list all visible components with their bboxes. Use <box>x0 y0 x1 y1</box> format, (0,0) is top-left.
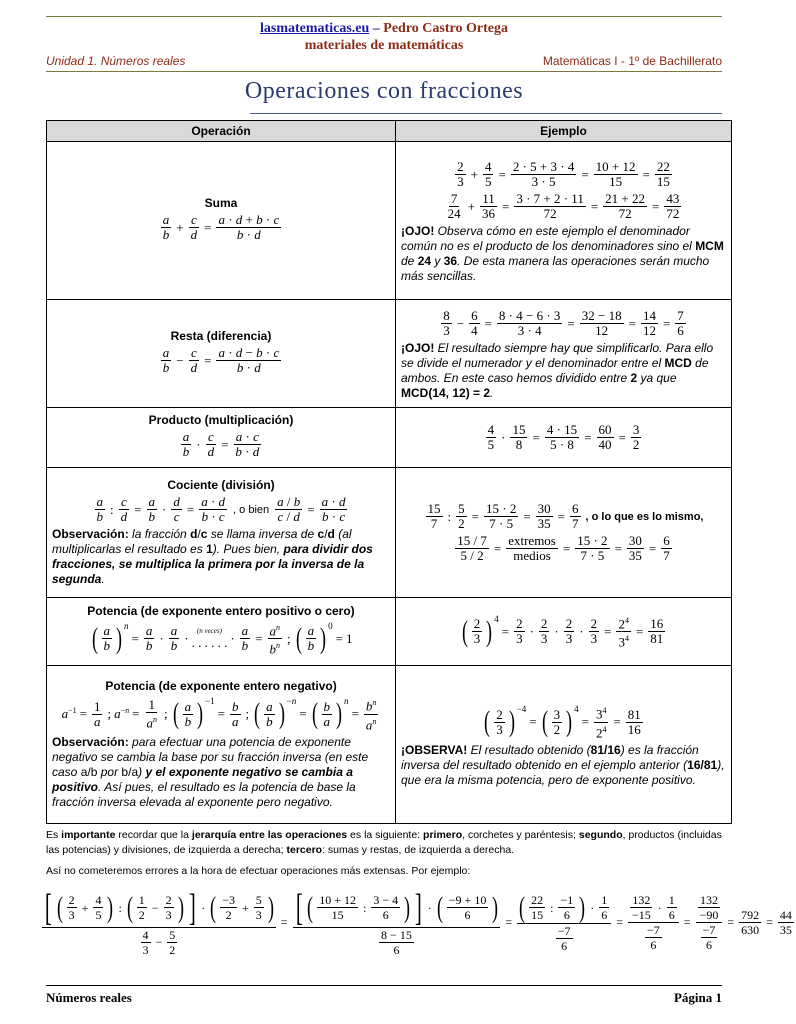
row-cociente <box>47 468 732 598</box>
suma-label: Suma <box>204 196 238 210</box>
cociente-label: Cociente (división) <box>167 478 275 492</box>
title-rule <box>250 113 722 114</box>
cociente-example-2: $\frac{15 / 7}{5 / 2}$ = extremos medios = $\frac{15 \cdot 2}{7 \cdot 5}$ = $\frac{30}{35}$ = $\frac{6}{7}$ <box>457 533 670 563</box>
cociente-formula: a b : $\frac{c}{d}$ = $\frac{a}{b}$ · $\frac{d}{c}$ = $\frac{a \cdot d}{b \cdot c}$ , o bien $\frac{a / b}{c / d}$ = $\frac{a \cdot d}{b \cdot c}$ <box>96 494 346 524</box>
header-separator: – <box>369 21 384 36</box>
suma-formula: a b + $\frac{c}{d}$ = $\frac{a \cdot d + b \cdot c}{b \cdot d}$ <box>162 212 280 242</box>
resta-operation-cell <box>47 300 396 408</box>
header-top-rule <box>46 16 722 17</box>
producto-example-cell <box>396 408 732 468</box>
pot-pos-example: ( 2 3 ) 4 = $\frac{2}{3}$ · 2 3 · 2 3 · $\frac{2}{3}$ = $\frac{2^4}{3^4}$ = $\frac{16}{81}$ <box>461 613 664 650</box>
producto-operation-cell <box>47 408 396 468</box>
table-header-row <box>47 121 732 142</box>
operations-table <box>46 120 732 824</box>
resta-example: 8 3 − $\frac{6}{4}$ = $\frac{8 \cdot 4 - 6 \cdot 3}{3 \cdot 4}$ = $\frac{32 - 18}{12}$ = $\frac{14}{12}$ = $\frac{7}{6}$ <box>443 308 684 338</box>
header-unit: Unidad 1. Números reales <box>46 54 186 68</box>
producto-example: 4 5 · $\frac{15}{8}$ = $\frac{4 \cdot 15}{5 \cdot 8}$ = $\frac{60}{40}$ = $\frac{3}{2}$ <box>487 422 640 452</box>
suma-operation-cell <box>47 142 396 300</box>
header-bottom-rule <box>46 71 722 72</box>
footer-topic: Números reales <box>46 990 132 1005</box>
producto-formula: a b · $\frac{c}{d}$ = $\frac{a \cdot c}{b \cdot d}$ <box>182 429 260 459</box>
pot-neg-formula: a $^{-1}$ = $\frac{1}{a}$ ; a $^{-n}$ = $\frac{1}{a^n}$ ; ( a b ) −1 = $\frac{b}{a}$ ; ( a b ) −n = ( b a ) n = $\frac{b^n}{a^n}$ <box>61 696 377 732</box>
example-intro: Así no cometeremos errores a la hora de efectuar operaciones más extensas. Por ejemplo: <box>46 865 471 877</box>
pot-pos-example-cell <box>396 598 732 666</box>
page-title: Operaciones con fracciones <box>244 78 524 104</box>
col-header-operation: Operación <box>47 121 396 142</box>
producto-label: Producto (multiplicación) <box>148 413 294 427</box>
row-producto <box>47 408 732 468</box>
footer-page-number: Página 1 <box>673 990 722 1005</box>
pot-neg-operation-cell <box>47 666 396 824</box>
pot-pos-operation-cell <box>47 598 396 666</box>
pot-neg-example: ( 2 3 ) −4 = ( 3 2 ) 4 = $\frac{3^4}{2^4}$ = $\frac{81}{16}$ <box>484 704 641 740</box>
suma-example-cell <box>396 142 732 300</box>
cociente-example-1: 15 7 : $\frac{5}{2}$ = $\frac{15 \cdot 2}{7 \cdot 5}$ = $\frac{30}{35}$ = $\frac{6}{7}$ , o lo que es lo mismo, <box>427 501 704 531</box>
cociente-example-cell <box>396 468 732 598</box>
header-author: Pedro Castro Ortega <box>383 21 508 36</box>
header-site <box>0 21 768 37</box>
resta-formula: a b − $\frac{c}{d}$ = $\frac{a \cdot d - b \cdot c}{b \cdot d}$ <box>162 345 280 375</box>
suma-example-2: 7 24 + $\frac{11}{36}$ = $\frac{3 \cdot 7 + 2 \cdot 11}{72}$ = $\frac{21 + 22}{72}$ = $\frac{43}{72}$ <box>447 191 680 221</box>
resta-note: ¡OJO! El resultado siempre hay que simplificarlo. Para ello se divide el numerador y el denominador entre el MCD de ambos. En este caso hemos dividido entre 2 ya que MCD(14, 12) = 2. <box>401 341 714 400</box>
header-course: Matemáticas I - 1º de Bachillerato <box>542 54 722 68</box>
header-subtitle: materiales de matemáticas <box>304 38 464 53</box>
pot-neg-example-note: ¡OBSERVA! El resultado obtenido (81/16) es la fracción inversa del resultado obtenido en el ejemplo anterior (16/81), que era la misma potencia, pero de exponente positivo. <box>401 742 725 787</box>
pot-neg-label: Potencia (de exponente entero negativo) <box>105 679 337 694</box>
pot-neg-example-cell <box>396 666 732 824</box>
resta-example-cell <box>396 300 732 408</box>
row-resta <box>47 300 732 408</box>
footer-rule <box>46 985 722 986</box>
pot-pos-label: Potencia (de exponente entero positivo o cero) <box>87 603 355 618</box>
row-potencia-positiva <box>47 598 732 666</box>
row-potencia-negativa <box>47 666 732 824</box>
site-link[interactable]: lasmatematicas.eu <box>260 21 370 36</box>
worked-example: [ ( 2 3 + $\frac{4}{5}$ ) : ( 1 2 − $\frac{2}{3}$ ) ] · ( −3 2 + $\frac{5}{3}$ ) 4 3 − $\frac{5}{2}$ = [ ( 10 + 12 15 : 3 − 4 6 ) ] · ( −9 + 10 6 ) 8 − 15 6 = ( 22 15 : −1 6 ) · 1 6 −7 6 = 132 −15 · 1 6 −7 6 = 132 −90 −7 6 = $\frac{792}{630}$ = $\frac{44}{35}$ <box>40 880 740 965</box>
resta-label: Resta (diferencia) <box>170 329 272 343</box>
hierarchy-paragraph: Es importante recordar que la jerarquía entre las operaciones es la siguiente: primero, corchetes y paréntesis; segundo, productos (incluidas las potencias) y divisiones, de izquierda a derecha; tercero: sumas y restas, de izquierda a derecha. <box>46 829 722 856</box>
row-suma <box>47 142 732 300</box>
suma-example-1: 2 3 + $\frac{4}{5}$ = $\frac{2 \cdot 5 + 3 \cdot 4}{3 \cdot 5}$ = $\frac{10 + 12}{15}$ = $\frac{22}{15}$ <box>457 159 670 189</box>
col-header-example: Ejemplo <box>396 121 732 142</box>
cociente-operation-cell <box>47 468 396 598</box>
pot-pos-formula: ( a b ) n = $\frac{a}{b}$ · a b · (n veces) . . . . . . · $\frac{a}{b}$ = $\frac{a^n}{b^n}$ ; ( a b ) 0 = 1 <box>91 620 353 657</box>
pot-neg-observation: Observación: para efectuar una potencia de exponente negativo se cambia la base por su fracción inversa (en este caso a/b por b/a) y el exponente negativo se cambia a positivo. Así pues, el resultado es la potencia de base la fracción inversa elevada al exponente pero negativo. <box>52 734 369 809</box>
suma-note: ¡OJO! Observa cómo en este ejemplo el denominador común no es el producto de los denominadores sino el MCM de 24 y 36. De esta manera las operaciones serán mucho más sencillas. <box>401 224 724 283</box>
cociente-observation: Observación: la fracción d/c se llama inversa de c/d (al multiplicarlas el resultado es 1). Pues bien, para dividir dos fracciones, se multiplica la primera por la inversa de la segunda. <box>52 527 373 586</box>
